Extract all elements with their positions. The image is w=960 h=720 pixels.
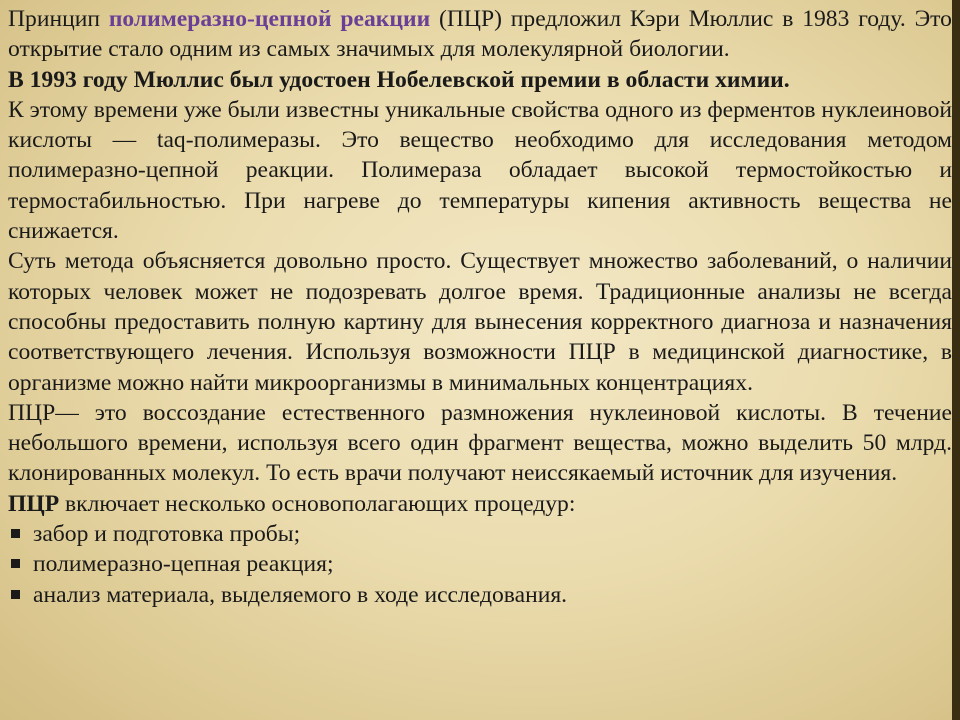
square-bullet-icon: [11, 559, 20, 568]
slide-frame-edge: [952, 0, 960, 720]
pcr-bold-term: ПЦР: [8, 490, 60, 517]
procedures-intro-text: включает несколько основополагающих процедур:: [59, 490, 576, 517]
list-item: [8, 519, 952, 549]
list-item-text: забор и подготовка пробы;: [33, 521, 301, 548]
pcr-term-highlight: полимеразно-цепной реакции: [108, 6, 431, 32]
procedures-list: [8, 519, 952, 610]
list-item: [8, 580, 952, 610]
list-item-text: анализ материала, выделяемого в ходе исследования.: [33, 581, 568, 608]
intro-text-end: (ПЦР) предложил Кэри Мюллис в 1983 году. Это открытие стало одним из самых значимых для молекулярной биологии.: [8, 6, 952, 63]
polymerase-paragraph: К этому времени уже были известны уникальные свойства одного из ферментов нуклеиновой кислоты — taq-полимеразы. Это вещество необходимо для исследования методом полимеразно-цепной реакции. Полимераза обладает высокой термостойкостью и термостабильностью. При нагреве до температуры кипения активность вещества не снижается.: [8, 96, 952, 245]
intro-text-start: Принцип: [8, 6, 109, 32]
pcr-definition-paragraph: ПЦР— это воссоздание естественного размножения нуклеиновой кислоты. В течение небольшого времени, используя всего один фрагмент вещества, можно выделить 50 млрд. клонированных молекул. То есть врачи получают неиссякаемый источник для изучения.: [8, 399, 952, 487]
square-bullet-icon: [11, 529, 20, 538]
square-bullet-icon: [11, 590, 20, 599]
slide-text: [8, 4, 952, 610]
list-item-text: полимеразно-цепная реакция;: [33, 551, 334, 578]
method-paragraph: Суть метода объясняется довольно просто. Существует множество заболеваний, о наличии которых человек может не подозревать долгое время. Традиционные анализы не всегда способны предоставить полную картину для вынесения корректного диагноза и назначения соответствующего лечения. Используя возможности ПЦР в медицинской диагностике, в организме можно найти микроорганизмы в минимальных концентрациях.: [8, 248, 952, 396]
nobel-paragraph: В 1993 году Мюллис был удостоен Нобелевской премии в области химии.: [8, 66, 790, 93]
list-item: [8, 549, 952, 579]
procedures-intro: [8, 489, 952, 519]
intro-paragraph: [8, 4, 952, 65]
